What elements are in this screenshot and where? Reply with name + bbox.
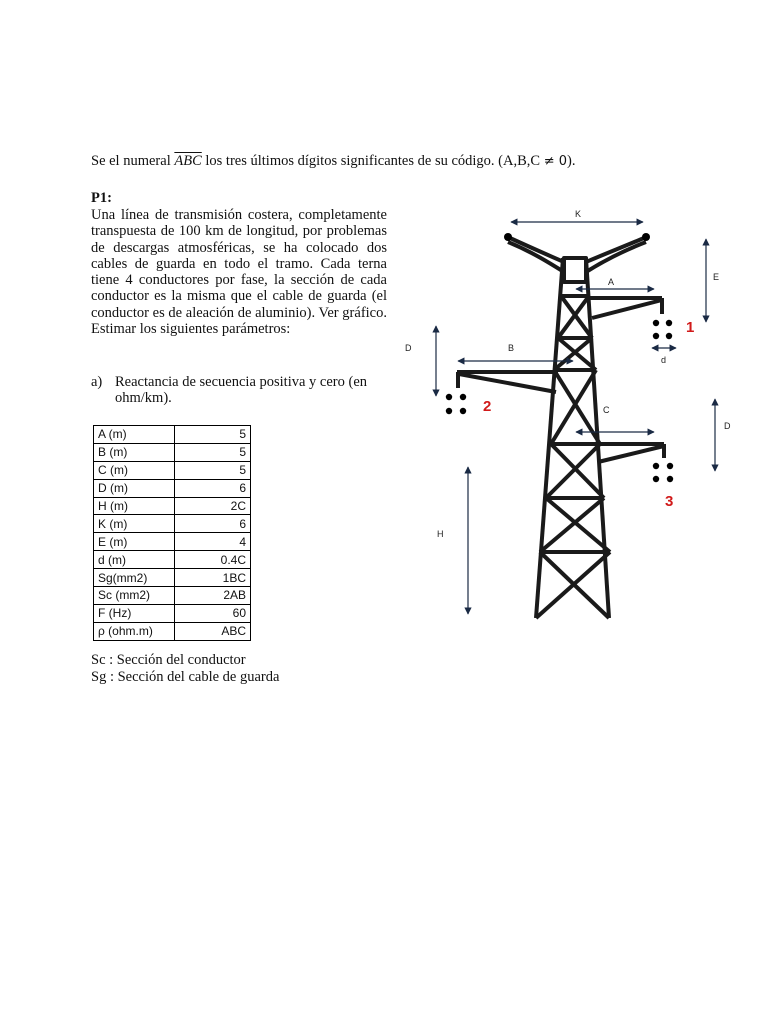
param-value: 2C [175,497,251,515]
note-sg: Sg : Sección del cable de guarda [91,669,280,685]
conductor-bundle-3 [653,463,673,482]
param-name: Sg(mm2) [94,569,175,587]
label-d-left: D [405,343,412,353]
conductor-bundle-2 [446,394,466,414]
label-d-right: D [724,421,731,431]
phase-number-3: 3 [665,493,674,510]
label-k: K [575,209,582,219]
ground-wire-right [642,233,650,241]
param-name: K (m) [94,515,175,533]
question-text: Reactancia de secuencia positiva y cero (en ohm/km). [115,374,368,407]
param-name: Sc (mm2) [94,587,175,605]
param-name: C (m) [94,461,175,479]
label-d-small: d [661,355,667,365]
abc-numeral: $\overline{ABC}$ [174,153,202,169]
conductor-bundle-1 [653,320,672,339]
param-name: B (m) [94,443,175,461]
question-label: a) [91,374,103,390]
label-e: E [713,272,720,282]
phase-number-2: 2 [483,398,492,415]
param-name: H (m) [94,497,175,515]
param-value: 2AB [175,587,251,605]
intro-text-2: los tres últimos dígitos significantes de su código. (A,B,C [201,153,544,169]
problem-heading: P1: [91,190,112,206]
param-name: A (m) [94,426,175,444]
problem-paragraph: Una línea de transmisión costera, completamente transpuesta de 100 km de longitud, por problemas de descargas atmosféricas, se ha colocado dos cables de guarda en todo el tramo. Cada terna tiene 4 conductores por fase, la sección de cada conductor es la misma que el cable de guarda (el conductor es de aleación de aluminio). Ver gráfico. Estimar los siguientes parámetros: [91,207,387,338]
param-name: ρ (ohm.m) [94,622,175,640]
param-name: E (m) [94,533,175,551]
label-c: C [603,405,610,415]
phase-number-1: 1 [686,319,695,336]
intro-end: ). [567,153,576,169]
tower-structure [457,238,667,618]
param-value: 6 [175,515,251,533]
param-name: F (Hz) [94,604,175,622]
param-value: 5 [175,461,251,479]
param-value: 5 [175,443,251,461]
param-value: ABC [175,622,251,640]
label-a: A [608,277,615,287]
param-value: 1BC [175,569,251,587]
not-zero-condition: ≠ 0 [543,154,567,169]
label-b: B [508,343,515,353]
intro-text: Se el numeral [91,153,175,169]
param-value: 4 [175,533,251,551]
param-value: 6 [175,479,251,497]
label-h: H [437,529,444,539]
param-value: 60 [175,604,251,622]
param-name: D (m) [94,479,175,497]
ground-wire-left [504,233,512,241]
param-name: d (m) [94,551,175,569]
note-sc: Sc : Sección del conductor [91,652,246,668]
param-value: 5 [175,426,251,444]
param-value: 0.4C [175,551,251,569]
